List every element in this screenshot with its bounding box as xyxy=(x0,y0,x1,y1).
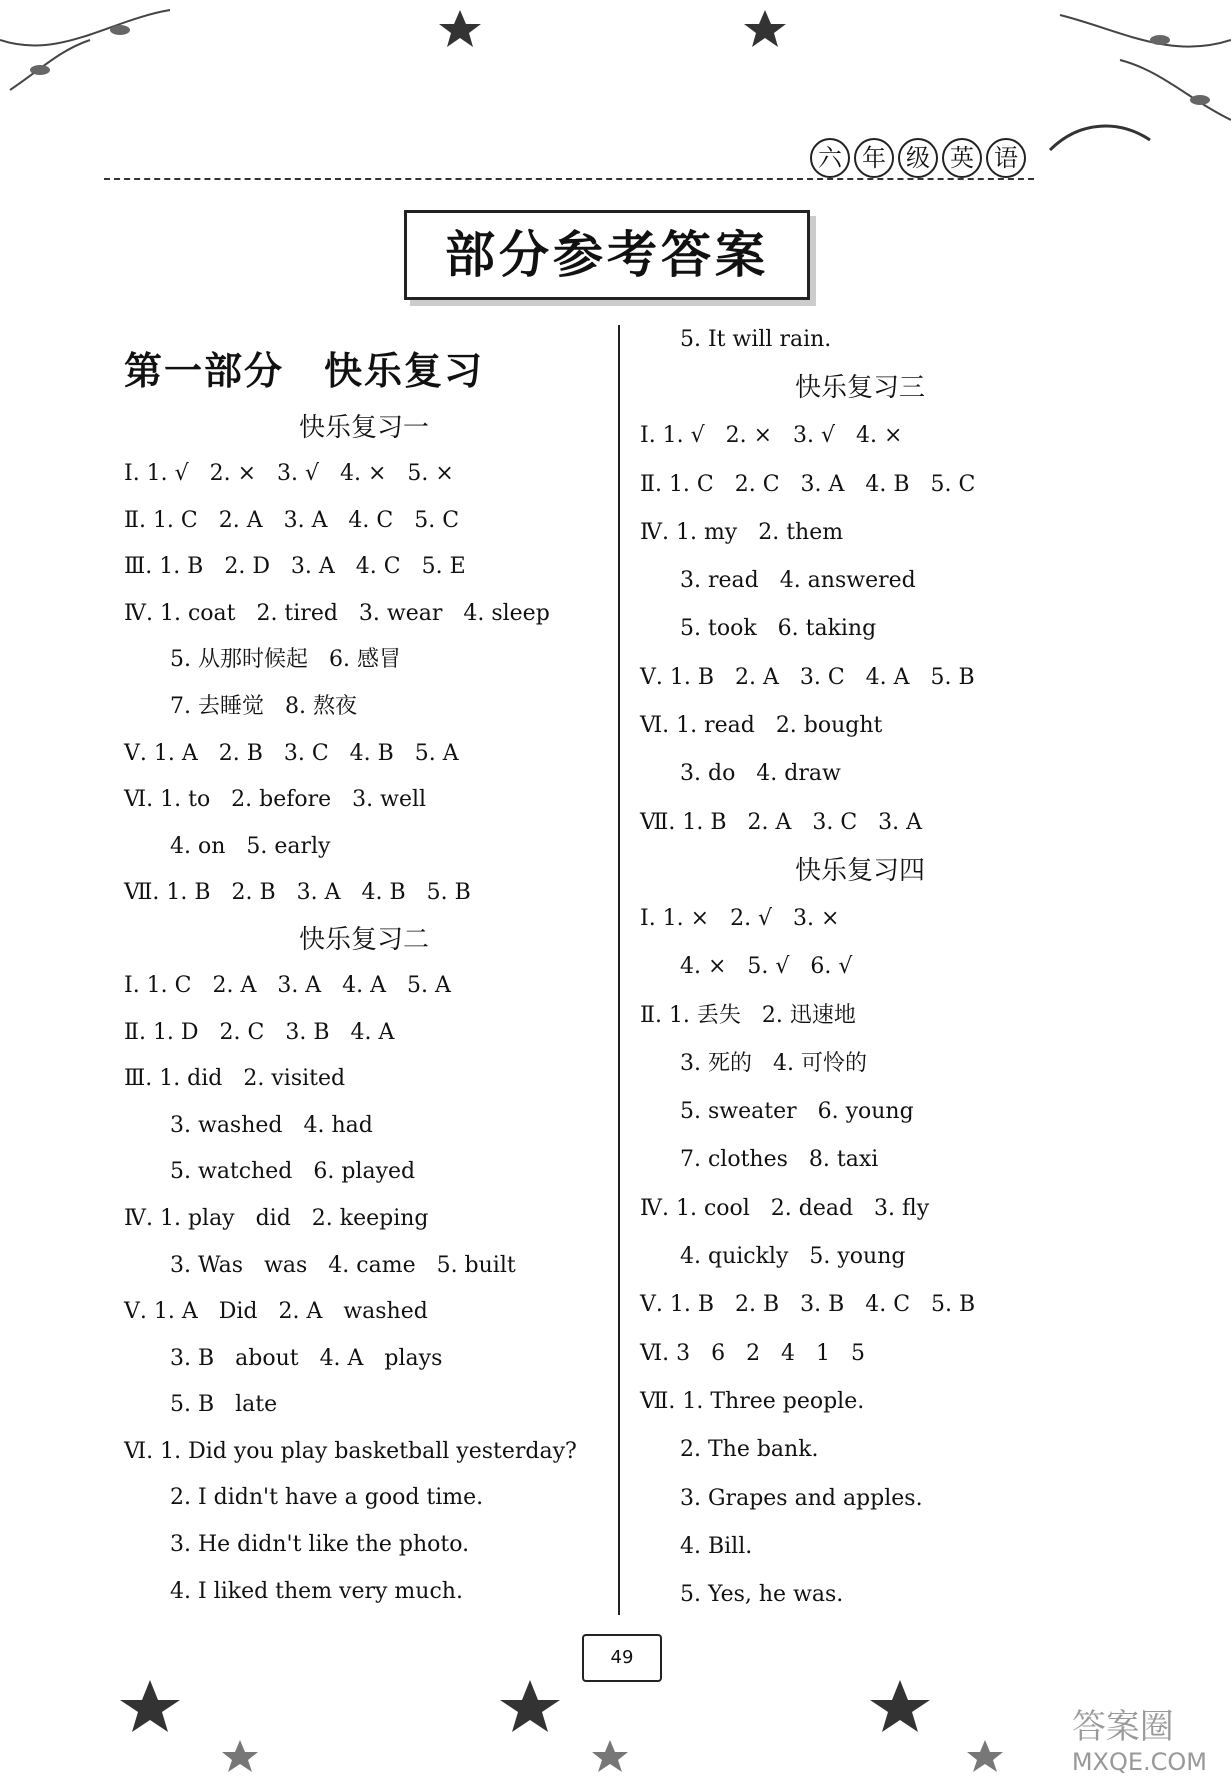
answer-line: 5. B late xyxy=(170,1392,278,1418)
header-tag-char: 语 xyxy=(986,138,1026,178)
answer-line: 5. watched 6. played xyxy=(170,1159,416,1185)
answer-line: Ⅰ. 1. C 2. A 3. A 4. A 5. A xyxy=(124,972,451,998)
answer-line: 5. sweater 6. young xyxy=(680,1099,914,1125)
answer-line: Ⅴ. 1. B 2. B 3. B 4. C 5. B xyxy=(640,1292,976,1318)
left-column xyxy=(124,320,604,1615)
section-heading: 快乐复习四 xyxy=(794,855,925,886)
answer-line: 7. clothes 8. taxi xyxy=(680,1147,879,1173)
answer-line: Ⅱ. 1. C 2. A 3. A 4. C 5. C xyxy=(124,507,460,533)
answer-line: Ⅵ. 1. to 2. before 3. well xyxy=(124,787,427,813)
answer-line: 2. The bank. xyxy=(680,1437,819,1463)
answer-line: Ⅶ. 1. B 2. B 3. A 4. B 5. B xyxy=(124,880,471,906)
branch-decoration-icon xyxy=(0,0,1231,190)
answer-line: Ⅵ. 1. Did you play basketball yesterday? xyxy=(124,1438,577,1464)
right-column xyxy=(640,316,1080,1619)
watermark-sub: MXQE.COM xyxy=(1071,1748,1207,1776)
answer-line: Ⅴ. 1. A Did 2. A washed xyxy=(124,1299,428,1325)
column-divider xyxy=(618,325,620,1615)
answer-line: Ⅲ. 1. did 2. visited xyxy=(124,1066,346,1092)
answer-line: Ⅵ. 3 6 2 4 1 5 xyxy=(640,1340,865,1366)
watermark-logo xyxy=(1072,1699,1207,1776)
page-number: 49 xyxy=(582,1634,662,1682)
answer-line: 5. took 6. taking xyxy=(680,616,877,642)
answer-line: Ⅰ. 1. √ 2. × 3. √ 4. × 5. × xyxy=(124,461,454,486)
answer-line: 4. × 5. √ 6. √ xyxy=(680,954,853,980)
answer-line: 3. B about 4. A plays xyxy=(170,1345,443,1371)
answer-line: Ⅳ. 1. play did 2. keeping xyxy=(124,1205,429,1231)
answer-line: Ⅱ. 1. C 2. C 3. A 4. B 5. C xyxy=(640,471,976,497)
header-tag-char: 级 xyxy=(898,138,938,178)
answer-line: Ⅵ. 1. read 2. bought xyxy=(640,713,883,739)
answer-line: 3. washed 4. had xyxy=(170,1112,373,1138)
answer-line: 3. do 4. draw xyxy=(680,761,841,787)
answer-line: 7. 去睡觉 8. 熬夜 xyxy=(170,693,357,719)
section-heading: 快乐复习三 xyxy=(794,373,925,404)
answer-line: Ⅱ. 1. 丢失 2. 迅速地 xyxy=(640,1002,856,1028)
header-tag-char: 六 xyxy=(810,138,850,178)
answer-line: Ⅳ. 1. cool 2. dead 3. fly xyxy=(640,1195,930,1221)
answer-line: Ⅲ. 1. B 2. D 3. A 4. C 5. E xyxy=(124,554,466,580)
answer-line: 5. Yes, he was. xyxy=(680,1582,844,1608)
part-title-name: 快乐复习 xyxy=(324,349,485,393)
header-grade-tag xyxy=(810,138,1026,178)
page-title: 部分参考答案 xyxy=(445,226,769,284)
header-dashed-line xyxy=(104,178,1034,180)
part-title-number: 第一部分 xyxy=(124,349,285,393)
answer-line: Ⅳ. 1. coat 2. tired 3. wear 4. sleep xyxy=(124,600,550,626)
part-title xyxy=(124,340,604,395)
section-heading: 快乐复习二 xyxy=(298,924,429,955)
answer-line: Ⅴ. 1. B 2. A 3. C 4. A 5. B xyxy=(640,664,975,690)
answer-line: 5. It will rain. xyxy=(680,327,832,352)
answer-line: 2. I didn't have a good time. xyxy=(170,1485,484,1511)
answer-line: 4. Bill. xyxy=(680,1533,753,1559)
answer-line: 4. I liked them very much. xyxy=(170,1578,463,1604)
answer-line: 5. 从那时候起 6. 感冒 xyxy=(170,647,401,673)
answer-line: Ⅴ. 1. A 2. B 3. C 4. B 5. A xyxy=(124,740,459,766)
answer-line: 3. 死的 4. 可怜的 xyxy=(680,1050,867,1076)
answer-line: 4. quickly 5. young xyxy=(680,1244,906,1270)
answer-line: 4. on 5. early xyxy=(170,833,331,859)
section-heading: 快乐复习一 xyxy=(298,413,429,443)
header-tag-char: 英 xyxy=(942,138,982,178)
answer-line: Ⅱ. 1. D 2. C 3. B 4. A xyxy=(124,1019,395,1045)
answer-line: 3. Grapes and apples. xyxy=(680,1485,923,1511)
answer-line: Ⅳ. 1. my 2. them xyxy=(640,519,844,545)
answer-line: Ⅶ. 1. B 2. A 3. C 3. A xyxy=(640,809,923,835)
answer-line: Ⅶ. 1. Three people. xyxy=(640,1388,865,1414)
header-tag-char: 年 xyxy=(854,138,894,178)
answer-line: Ⅰ. 1. × 2. √ 3. × xyxy=(640,905,840,931)
answer-line: 3. Was was 4. came 5. built xyxy=(170,1252,516,1278)
answer-line: 3. read 4. answered xyxy=(680,568,916,594)
answer-line: 3. He didn't like the photo. xyxy=(170,1532,470,1558)
answer-line: Ⅰ. 1. √ 2. × 3. √ 4. × xyxy=(640,423,903,449)
title-box xyxy=(404,210,810,300)
watermark-main: 答案圈 xyxy=(1071,1707,1174,1747)
